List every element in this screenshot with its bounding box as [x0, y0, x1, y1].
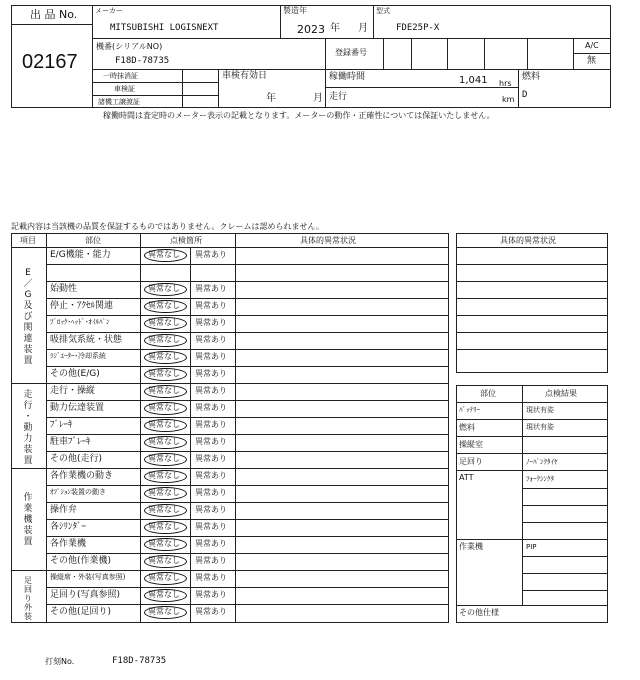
row-part-label: 動力伝達装置	[50, 403, 105, 413]
inspect-year-unit: 年	[266, 93, 276, 104]
month-unit: 月	[358, 23, 368, 34]
hours-value: 1,041	[459, 75, 488, 86]
abnormal-option: 異常あり	[195, 539, 227, 548]
abnormal-option: 異常あり	[195, 318, 227, 327]
battery-label: ﾊﾞｯﾃﾘｰ	[459, 406, 480, 414]
normal-option: 異常なし	[148, 471, 180, 480]
cert-temporary: 一時抹消証	[103, 72, 138, 80]
travel-label: 走行	[329, 92, 348, 102]
disclaimer: 記載内容は当該機の品質を保証するものではありません。クレームは認められません。	[11, 222, 324, 231]
result-col-part: 部位	[480, 389, 496, 398]
anomaly-title: 具体的異常状況	[500, 236, 556, 245]
row-part-label: 操縦席・外装(写真参照)	[50, 573, 126, 581]
row-part-label: ﾌﾞﾚｰｷ	[50, 420, 73, 430]
cert-inspection: 車検証	[114, 85, 135, 93]
work-value: PIP	[526, 543, 537, 551]
abnormal-option: 異常あり	[195, 352, 227, 361]
tire-value: ﾉｰﾊﾟﾝｸﾀｲﾔ	[526, 458, 558, 466]
normal-option: 異常なし	[148, 369, 180, 378]
normal-option: 異常なし	[148, 437, 180, 446]
normal-option: 異常なし	[148, 420, 180, 429]
tire-label: 足回り	[459, 457, 483, 466]
abnormal-option: 異常あり	[195, 437, 227, 446]
meter-note: 稼働時間は査定時のメーター表示の記載となります。メーターの動作・正確性については保証いたしません。	[103, 111, 495, 120]
fuel-value: D	[522, 90, 528, 100]
row-part-label: その他(作業機)	[50, 556, 112, 566]
model-value: FDE25P-X	[396, 23, 440, 33]
normal-option: 異常なし	[148, 335, 180, 344]
col-item: 項目	[20, 236, 36, 245]
row-part-label: 各作業機	[50, 539, 87, 549]
abnormal-option: 異常あり	[195, 369, 227, 378]
normal-option: 異常なし	[148, 301, 180, 310]
normal-option: 異常なし	[148, 250, 180, 259]
normal-option: 異常なし	[148, 386, 180, 395]
inspect-month-unit: 月	[313, 93, 323, 104]
normal-option: 異常なし	[148, 590, 180, 599]
item-no: 02167	[22, 51, 78, 73]
hours-label: 稼働時間	[329, 72, 366, 82]
col-check: 点検箇所	[170, 236, 202, 245]
maker-value: MITSUBISHI LOGISNEXT	[110, 23, 219, 33]
col-detail: 具体的異常状況	[300, 236, 356, 245]
row-part-label: 操作弁	[50, 505, 78, 515]
fuel-result-label: 燃料	[459, 423, 475, 432]
maker-label: メーカー	[95, 7, 123, 15]
col-part: 部位	[85, 236, 101, 245]
normal-option: 異常なし	[148, 539, 180, 548]
abnormal-option: 異常あり	[195, 301, 227, 310]
normal-option: 異常なし	[148, 556, 180, 565]
row-part-label: 始動性	[50, 284, 78, 294]
abnormal-option: 異常あり	[195, 335, 227, 344]
abnormal-option: 異常あり	[195, 607, 227, 616]
year-value: 2023	[297, 23, 325, 36]
ac-value: 無	[587, 56, 597, 66]
year-label: 製造年	[283, 6, 307, 15]
row-part-label: 吸排気系統・状態	[50, 335, 123, 345]
abnormal-option: 異常あり	[195, 488, 227, 497]
att-label: ATT	[459, 473, 474, 482]
abnormal-option: 異常あり	[195, 250, 227, 259]
group-drive-label: 走 行 ・ 動 力 装 置	[23, 390, 33, 466]
group-engine-label: E ／ G 及 び 関 連 装 置	[23, 268, 33, 366]
row-part-label: 走行・操縦	[50, 386, 96, 396]
abnormal-option: 異常あり	[195, 471, 227, 480]
abnormal-option: 異常あり	[195, 386, 227, 395]
cab-label: 操縦室	[459, 440, 483, 449]
row-part-label: その他(E/G)	[50, 369, 100, 379]
row-part-label: 足回り(写真参照)	[50, 590, 121, 600]
stamp-value: F18D-78735	[112, 656, 167, 666]
cert-transfer: 諸機工譲渡証	[98, 98, 140, 106]
abnormal-option: 異常あり	[195, 454, 227, 463]
row-part-label: その他(走行)	[50, 454, 103, 464]
stamp-label: 打刻No.	[45, 657, 75, 666]
model-label: 型式	[376, 7, 390, 15]
normal-option: 異常なし	[148, 505, 180, 514]
abnormal-option: 異常あり	[195, 403, 227, 412]
abnormal-option: 異常あり	[195, 284, 227, 293]
row-part-label: 停止・ｱｸｾﾙ関連	[50, 301, 114, 311]
row-part-label: ｵﾌﾟｼｮﾝ装置の動き	[50, 488, 106, 496]
abnormal-option: 異常あり	[195, 573, 227, 582]
item-no-label: 出 品 No.	[30, 8, 78, 21]
hours-unit: hrs	[499, 79, 512, 88]
normal-option: 異常なし	[148, 488, 180, 497]
serial-value: F18D-78735	[115, 56, 170, 66]
att-value: ﾌｫｰｸｼﾝｸﾀ	[526, 475, 554, 483]
row-part-label: ﾗｼﾞｴｰﾀｰ･冷却系統	[50, 352, 106, 360]
normal-option: 異常なし	[148, 403, 180, 412]
normal-option: 異常なし	[148, 607, 180, 616]
result-col-result: 点検結果	[545, 389, 577, 398]
fuel-result-value: 現状有姿	[526, 423, 554, 431]
battery-value: 現状有姿	[526, 406, 554, 414]
abnormal-option: 異常あり	[195, 522, 227, 531]
normal-option: 異常なし	[148, 573, 180, 582]
row-part-label: E/G機能・能力	[50, 250, 111, 260]
normal-option: 異常なし	[148, 352, 180, 361]
row-part-label: その他(足回り)	[50, 607, 112, 617]
row-part-label: ﾌﾞﾛｯｸ･ﾍｯﾄﾞ･ｵｲﾙﾊﾟﾝ	[50, 318, 110, 326]
row-part-label: 駐車ﾌﾞﾚｰｷ	[50, 437, 91, 447]
group-work-label: 作 業 機 装 置	[23, 493, 33, 547]
fuel-label: 燃料	[522, 72, 541, 82]
abnormal-option: 異常あり	[195, 505, 227, 514]
abnormal-option: 異常あり	[195, 590, 227, 599]
normal-option: 異常なし	[148, 522, 180, 531]
travel-unit: km	[502, 95, 515, 104]
abnormal-option: 異常あり	[195, 420, 227, 429]
normal-option: 異常なし	[148, 284, 180, 293]
normal-option: 異常なし	[148, 318, 180, 327]
normal-option: 異常なし	[148, 454, 180, 463]
row-part-label: 各作業機の動き	[50, 471, 114, 481]
inspect-label: 車検有効日	[222, 71, 268, 81]
abnormal-option: 異常あり	[195, 556, 227, 565]
row-part-label: 各ｼﾘﾝﾀﾞｰ	[50, 522, 87, 532]
work-label: 作業機	[459, 542, 483, 551]
year-unit: 年	[330, 23, 340, 34]
other-spec-label: その他仕様	[459, 608, 499, 617]
ac-label: A/C	[585, 41, 599, 50]
group-undercarriage-label: 足 回 り 外 装	[24, 576, 32, 621]
serial-label: 機番(シリアルNO)	[96, 42, 163, 51]
registration-label: 登録番号	[335, 48, 367, 57]
